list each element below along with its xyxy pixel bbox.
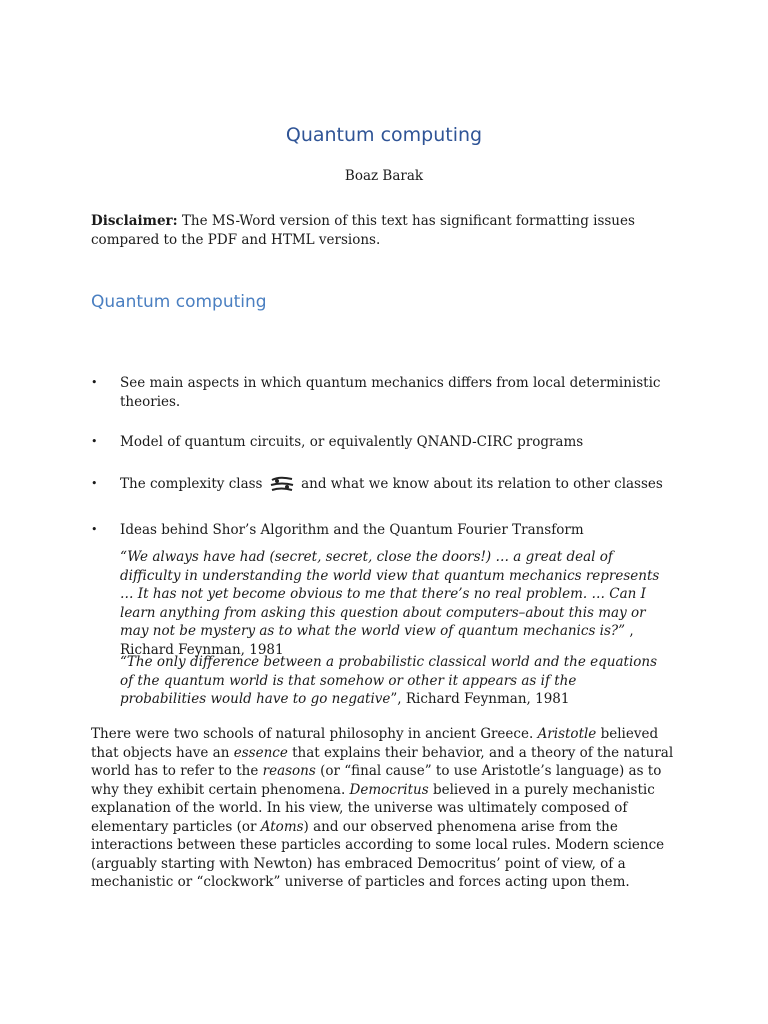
body-text: believed that objects have an <box>91 726 659 761</box>
bullet-icon: • <box>91 477 98 490</box>
section-heading: Quantum computing <box>91 292 267 312</box>
disclaimer-text: The MS-Word version of this text has significant formatting issues compared to the PDF and HTML versions. <box>91 213 635 248</box>
feynman-quote-1 <box>120 548 660 659</box>
list-item-text: See main aspects in which quantum mechanics differs from local deterministic theories. <box>120 375 661 410</box>
body-emphasis: Atoms <box>260 818 304 835</box>
body-text: believed in a purely mechanistic explanation of the world. In his view, the universe was ultimately composed of elementary particles (or <box>91 781 655 835</box>
body-emphasis: Aristotle <box>537 726 597 742</box>
document-title: Quantum computing <box>285 124 483 146</box>
complexity-class-icon <box>269 475 295 493</box>
body-paragraph <box>91 725 681 892</box>
quote-attribution: ”, Richard Feynman, 1981 <box>390 691 570 707</box>
quote-text: “We always have had (secret, secret, close the doors!) … a great deal of difficulty in understanding the world view that quantum mechanics represents … It has not yet become obvious to me that there’s no real problem. … Can I learn anything from asking this question about computers–about this may or may not be mystery as to what the world view of quantum mechanics is?” <box>120 549 660 639</box>
body-emphasis: essence <box>233 744 288 761</box>
body-text: (or “final cause” to use Aristotle’s language) as to why they exhibit certain phenomena. <box>91 763 662 798</box>
quote-text: “The only difference between a probabilistic classical world and the equations of the quantum world is that somehow or other it appears as if the probabilities would have to go negative <box>120 654 658 707</box>
bullet-icon: • <box>91 435 98 448</box>
list-item-text <box>120 475 680 494</box>
feynman-quote-2 <box>120 653 660 709</box>
disclaimer-paragraph <box>91 212 681 249</box>
author-name: Boaz Barak <box>344 168 424 184</box>
body-text: ) and our observed phenomena arise from the interactions between these particles according to some local rules. Modern science (arguably starting with Newton) has embraced Democritus’ point of view, of a mechanistic or “clockwork” universe of particles and forces acting upon them. <box>91 818 665 890</box>
list-item-text: Model of quantum circuits, or equivalently QNAND-CIRC programs <box>120 434 584 450</box>
bullet-icon: • <box>91 523 98 536</box>
disclaimer-label: Disclaimer: <box>91 213 178 229</box>
body-text: that explains their behavior, and a theory of the natural world has to refer to the <box>91 744 674 779</box>
list-item-text: Ideas behind Shor’s Algorithm and the Quantum Fourier Transform <box>120 522 584 538</box>
body-emphasis: reasons <box>262 763 316 779</box>
bullet-icon: • <box>91 376 98 389</box>
body-text: There were two schools of natural philosophy in ancient Greece. <box>91 726 538 742</box>
list-item-text-before: The complexity class <box>120 476 267 492</box>
quote-attribution: , Richard Feynman, 1981 <box>120 623 634 658</box>
list-item-text-after: and what we know about its relation to other classes <box>296 476 663 492</box>
body-emphasis: Democritus <box>349 781 429 798</box>
